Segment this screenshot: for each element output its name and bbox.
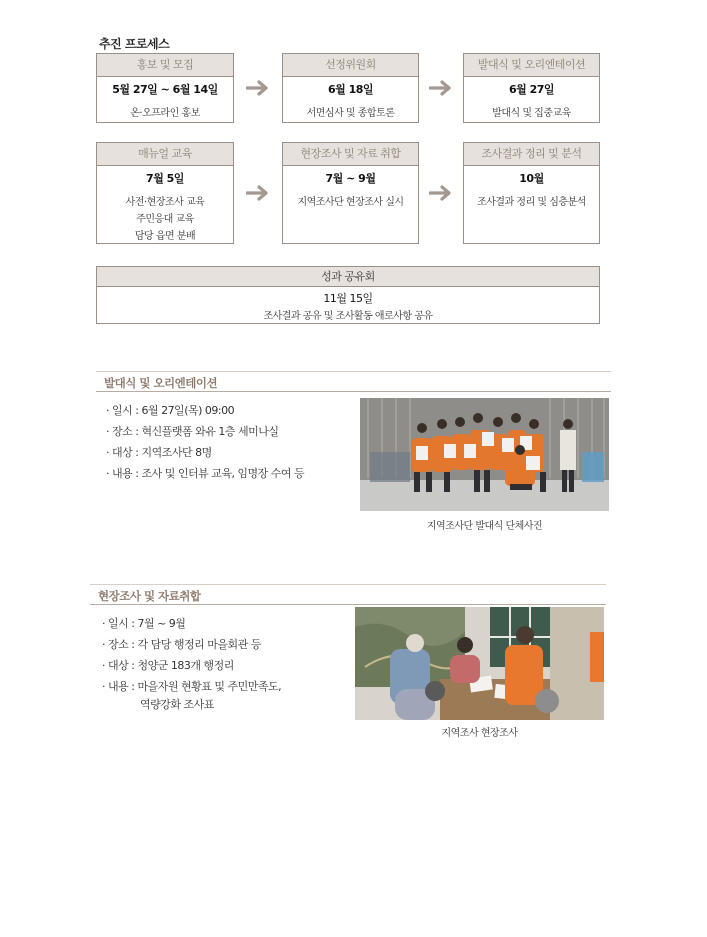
step-date: 6월 27일 bbox=[508, 83, 555, 96]
group-photo-image bbox=[360, 398, 609, 511]
orientation-heading: 발대식 및 오리엔테이션 bbox=[104, 376, 218, 390]
detail-target: · 대상 : 지역조사단 8명 bbox=[106, 446, 212, 459]
section-divider bbox=[96, 371, 611, 372]
step-label: 현장조사 및 자료 취합 bbox=[283, 143, 418, 166]
step-desc-line: 주민응대 교육 bbox=[136, 214, 194, 225]
process-step-committee bbox=[282, 53, 419, 123]
fieldwork-details bbox=[102, 613, 281, 713]
step-date: 5월 27일 ~ 6월 14일 bbox=[112, 83, 218, 96]
step-date: 6월 18일 bbox=[327, 83, 374, 96]
step-desc bbox=[97, 194, 233, 245]
step-label: 성과 공유회 bbox=[97, 267, 599, 287]
step-date: 10월 bbox=[519, 172, 544, 185]
orientation-details bbox=[106, 400, 304, 484]
step-desc-line: 담당 읍면 분배 bbox=[134, 231, 196, 242]
step-date: 7월 ~ 9월 bbox=[325, 172, 376, 185]
arrow-right-icon bbox=[429, 184, 453, 202]
step-desc: 조사결과 공유 및 조사활동 애로사항 공유 bbox=[263, 311, 433, 322]
orientation-photo-caption: 지역조사단 발대식 단체사진 bbox=[426, 521, 543, 532]
orientation-group-photo bbox=[360, 398, 609, 511]
step-date: 7월 5일 bbox=[146, 172, 184, 185]
detail-place: · 장소 : 각 담당 행정리 마을회관 등 bbox=[102, 638, 261, 651]
step-desc: 서면심사 및 종합토론 bbox=[306, 108, 395, 119]
process-step-fieldwork bbox=[282, 142, 419, 244]
process-step-analysis bbox=[463, 142, 600, 244]
step-label: 조사결과 정리 및 분석 bbox=[464, 143, 599, 166]
step-label: 선정위원회 bbox=[283, 54, 418, 77]
process-step-manual-training bbox=[96, 142, 234, 244]
fieldwork-heading: 현장조사 및 자료취합 bbox=[98, 589, 201, 603]
arrow-right-icon bbox=[429, 79, 453, 97]
fieldwork-photo-image bbox=[355, 607, 604, 720]
process-step-orientation bbox=[463, 53, 600, 123]
detail-date: · 일시 : 6월 27일(목) 09:00 bbox=[106, 404, 235, 417]
step-desc: 발대식 및 집중교육 bbox=[492, 108, 571, 119]
process-title: 추진 프로세스 bbox=[99, 37, 170, 51]
detail-content-continued: 역량강화 조사표 bbox=[140, 698, 214, 711]
step-desc: 지역조사단 현장조사 실시 bbox=[297, 197, 404, 208]
step-date: 11월 15일 bbox=[323, 292, 373, 305]
fieldwork-photo-caption: 지역조사 현장조사 bbox=[441, 728, 518, 739]
detail-date: · 일시 : 7월 ~ 9월 bbox=[102, 617, 186, 630]
step-desc: 조사결과 정리 및 심층분석 bbox=[477, 197, 586, 208]
detail-target: · 대상 : 청양군 183개 행정리 bbox=[102, 659, 234, 672]
detail-content: · 내용 : 마을자원 현황표 및 주민만족도, bbox=[102, 680, 282, 693]
step-desc: 온·오프라인 홍보 bbox=[130, 108, 200, 119]
step-label: 발대식 및 오리엔테이션 bbox=[464, 54, 599, 77]
arrow-right-icon bbox=[246, 79, 270, 97]
detail-content: · 내용 : 조사 및 인터뷰 교육, 임명장 수여 등 bbox=[106, 467, 305, 480]
arrow-right-icon bbox=[246, 184, 270, 202]
process-step-sharing bbox=[96, 266, 600, 324]
process-step-promotion bbox=[96, 53, 234, 123]
section-divider bbox=[90, 604, 606, 605]
detail-place: · 장소 : 혁신플랫폼 와유 1층 세미나실 bbox=[106, 425, 279, 438]
section-divider bbox=[96, 391, 611, 392]
step-desc-line: 사전·현장조사 교육 bbox=[125, 197, 205, 208]
section-divider bbox=[90, 584, 606, 585]
step-label: 매뉴얼 교육 bbox=[97, 143, 233, 166]
fieldwork-photo bbox=[355, 607, 604, 720]
step-label: 홍보 및 모집 bbox=[97, 54, 233, 77]
